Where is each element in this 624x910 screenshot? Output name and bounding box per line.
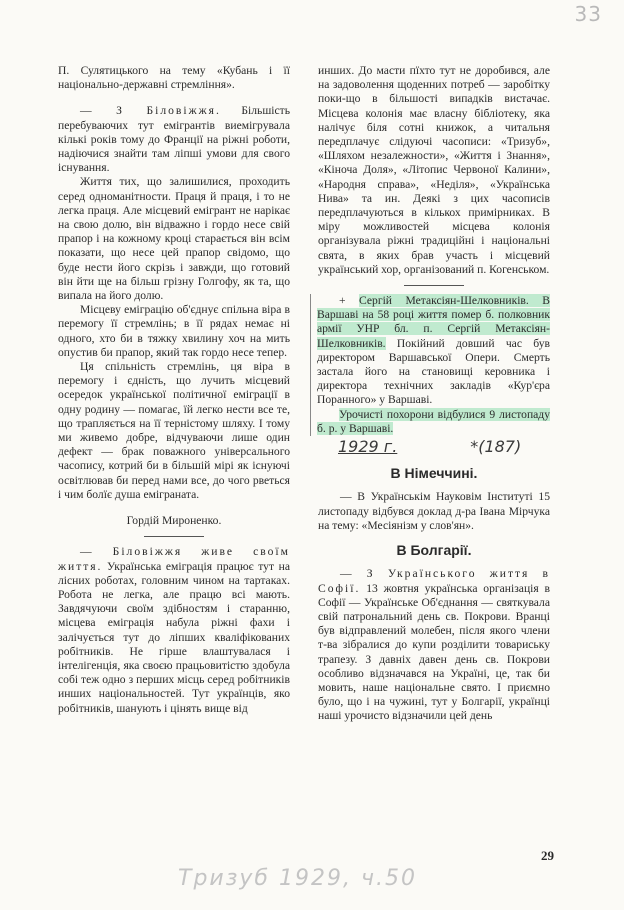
section-lead: — Біловіжжя живе своїм життя. [58, 545, 290, 573]
paragraph [317, 408, 550, 436]
highlighted-text: Урочисті похорони відбулися 9 листопаду б. р. у Варшаві. [317, 407, 550, 435]
highlighted-text: Сергій Метаксіян-Шелковників. В Варшаві на 58 році життя помер б. полковник армії УНР бл. п. Сергій Метаксіян-Шелковників. [317, 294, 550, 350]
section-lead: — З Біловіжжя. [80, 104, 221, 118]
paragraph-text: 13 жовтня українська організація в Софії — Українське Об'єднання — святкувала свій патрональний день св. Покрови. Вранці був відправлений молебен, після якого члени т-ва зібралися до купи розділити товариську трапезу. З давніх давен день св. Покрови особливо відзначався на Україні, це, так би мовить, наше національне свято. І приємно було, що і на чужині, тут у Болгарії, українці наші урочисто відзначили цей день [318, 581, 550, 723]
paragraph [58, 104, 290, 175]
paragraph [58, 545, 290, 715]
section-lead: — З Українського життя в Софії. [318, 567, 550, 595]
paragraph [318, 567, 550, 723]
paragraph-text: Більшість перебуваючих тут емігрантів виемігрувала кількі років тому до Франції на ріжні роботи, надіючися знайти там ліпші умови для свого існування. [58, 104, 290, 175]
handwritten-annotation [318, 437, 550, 457]
right-column [318, 64, 550, 724]
paragraph: инших. До масти пїхто тут не доробився, але на задоволення щоденних потреб — заробітку поки-що в більшості випадків вистачає. Місцева колонія має власну бібліотеку, яка налічує біля сотні книжок, а читальня передплачує слідуючі часописи: «Тризуб», «Шляхом незалежности», «Життя і Знання», «Кіноча Доля», «Літопис Червоної Калини», «Народня справа», «Неділя», «Українська Нива» та ин. Деякі з цих часописів передплачуються в кількох примірниках. В міру можливостей місцева колонія організувала ріжні традиційні і національні свята, в яких брав участь і місцевий український хор, організований п. Когенськом. [318, 64, 550, 276]
divider [144, 536, 204, 537]
divider [404, 285, 464, 286]
note-prefix: + [339, 294, 359, 308]
paragraph-text: Українська еміграція працює тут на лісних роботах, головним чином на тартаках. Робота не легка, але працю всі мають. Завдячуючи своїм здібностям і старанню, місцева еміграція набула ріжні фахи і залічується тут до ліпших кваліфікованих робітників. Не гірше влаштувалася і інтелігенція, яка своєю працьовитістю здобула собі теж одно з перших місць серед робітників инших національностей. Тут українців, яко робітників, шанують і цінять вище від [58, 559, 290, 715]
heading-germany: В Німеччині. [390, 465, 478, 482]
handwritten-reference: *(187) [470, 437, 522, 457]
signature: Гордій Мироненко. [126, 514, 222, 528]
paragraph [317, 294, 550, 408]
handwritten-year: 1929 г. [338, 437, 398, 457]
paragraph: Місцеву еміграцію об'єднує спільна віра в перемогу її стремлінь; в її рядах немає ні одного, хто би в тяжку хвилину хоч на мить опустив би прапор, який так гордо несе тепер. [58, 303, 290, 359]
paragraph: Ця спільність стремлінь, ця віра в перемогу і єдність, що лучить місцевий осередок української політичної еміграції в одну родину — помагає, їй легко нести все те, що трапляється на її терністому шляху. І тому ми живемо добре, відчуваючи лише один дефект — брак поважного універсального часопису, котрий би в більшій мірі як існуючі освітлював би перед нами все, до чого рветься і чим болїє душа еміграната. [58, 360, 290, 501]
paragraph: П. Сулятицького на тему «Кубань і її національно-державні стремління». [58, 64, 290, 92]
footer-handwriting: Тризуб 1929, ч.50 [178, 866, 417, 891]
heading-bulgaria: В Болгарії. [396, 542, 472, 559]
paragraph: — В Українськім Науковім Інституті 15 листопаду відбувся доклад д-ра Івана Мірчука на тему: «Месіянізм у слов'ян». [318, 490, 550, 532]
page-number: 29 [541, 848, 554, 863]
paragraph-text: Покійний довший час був директором Варшавської Опери. Смерть застала його на становищі керовника і директора технічних закладів «Кур'єра Поранного» у Варшаві. [317, 336, 550, 407]
obituary-note [310, 294, 550, 436]
paragraph: Життя тих, що залишилися, проходить серед одноманітности. Праця й праця, і то не легка праця. Але місцевий емігрант не нарікає на свою долю, він відважно і гордо несе свій прапор і на кожному кроці старається він всім показати, що несе цей прапор свідомо, що буде нести його скрізь і завжди, що готовий він йти ще на більш грізну Голгофу, як та, що випала на його долю. [58, 175, 290, 303]
corner-number: 33 [574, 2, 602, 26]
left-column [58, 64, 290, 716]
